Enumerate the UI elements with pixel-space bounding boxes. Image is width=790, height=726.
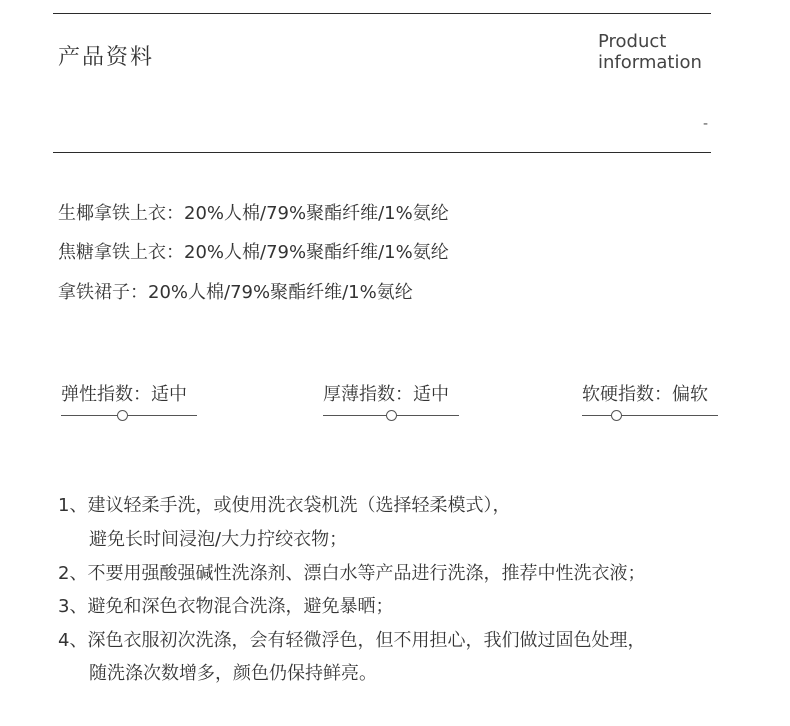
- care-instruction-3: 3、避免和深色衣物混合洗涤，避免暴晒；: [58, 596, 394, 617]
- elasticity-scale-line: [61, 415, 197, 416]
- softness-index-scale: [582, 407, 718, 423]
- care-instruction-4-continued: 随洗涤次数增多，颜色仍保持鲜亮。: [89, 663, 377, 684]
- thickness-scale-marker: [386, 410, 397, 421]
- section-title-en-line1: Product: [598, 31, 667, 52]
- elasticity-index-scale: [61, 407, 197, 423]
- section-title-en-line2: information: [598, 52, 702, 73]
- material-line-coconut-latte-top: 生椰拿铁上衣：20%人棉/79%聚酯纤维/1%氨纶: [58, 203, 449, 224]
- material-line-latte-skirt: 拿铁裙子：20%人棉/79%聚酯纤维/1%氨纶: [58, 282, 413, 303]
- care-instruction-1-continued: 避免长时间浸泡/大力拧绞衣物；: [89, 529, 348, 550]
- softness-scale-marker: [611, 410, 622, 421]
- care-instruction-4: 4、深色衣服初次洗涤，会有轻微浮色，但不用担心，我们做过固色处理，: [58, 630, 646, 651]
- material-line-caramel-latte-top: 焦糖拿铁上衣：20%人棉/79%聚酯纤维/1%氨纶: [58, 242, 449, 263]
- care-instruction-2: 2、不要用强酸强碱性洗涤剂、漂白水等产品进行洗涤，推荐中性洗衣液；: [58, 563, 646, 584]
- elasticity-scale-marker: [117, 410, 128, 421]
- dash-mark: -: [703, 116, 709, 132]
- elasticity-index-label: 弹性指数：适中: [61, 384, 187, 405]
- section-title: 产品资料: [58, 45, 155, 70]
- section-title-en: [598, 31, 702, 73]
- thickness-index-scale: [323, 407, 459, 423]
- softness-scale-line: [582, 415, 718, 416]
- thickness-index-label: 厚薄指数：适中: [323, 384, 449, 405]
- top-rule: [53, 13, 711, 14]
- header-bottom-rule: [53, 152, 711, 153]
- care-instruction-1: 1、建议轻柔手洗，或使用洗衣袋机洗（选择轻柔模式），: [58, 495, 511, 516]
- softness-index-label: 软硬指数：偏软: [582, 384, 708, 405]
